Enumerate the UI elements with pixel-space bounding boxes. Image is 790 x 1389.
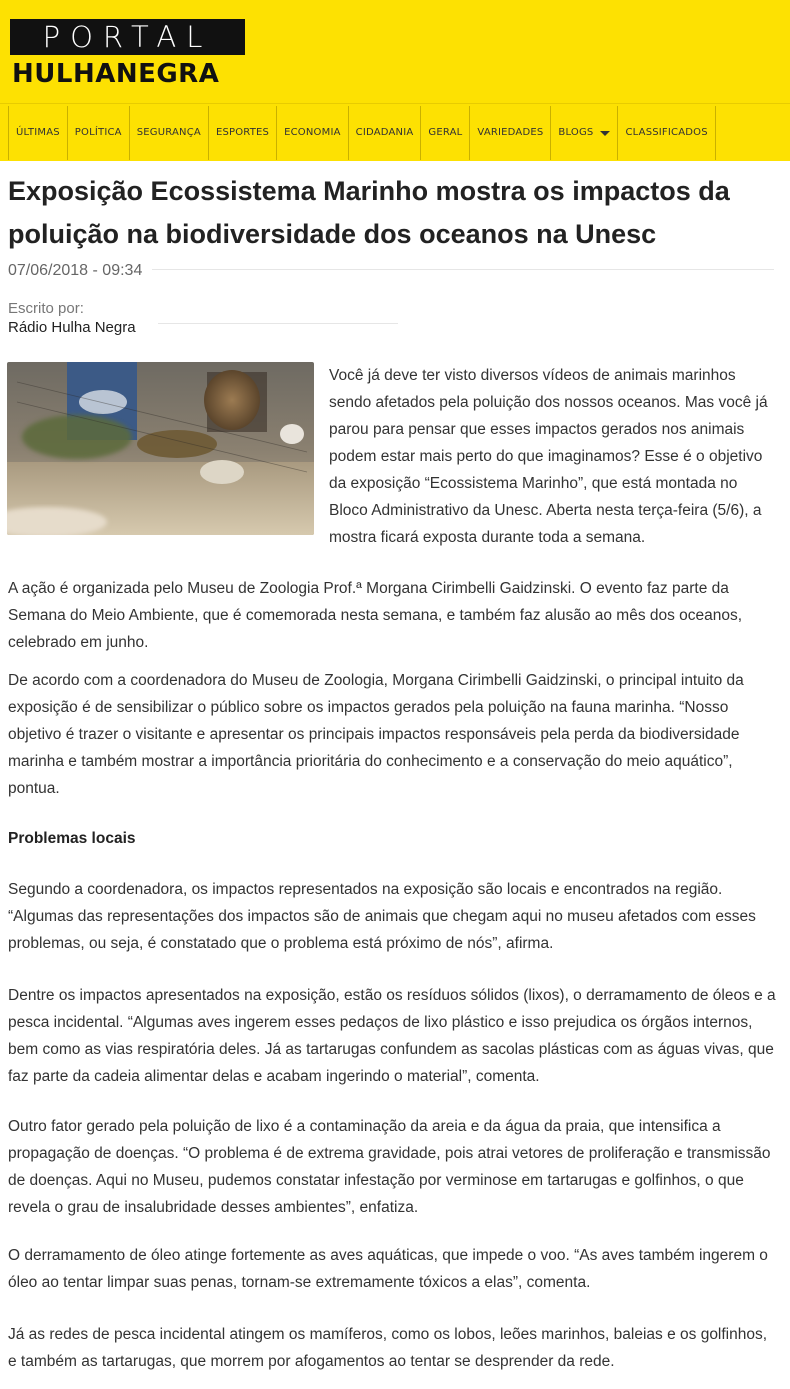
nav-item-esportes[interactable]: ESPORTES (208, 106, 276, 160)
article-paragraph: De acordo com a coordenadora do Museu de Zoologia, Morgana Cirimbelli Gaidzinski, o principal intuito da exposição é de sensibilizar o público sobre os impactos gerados pela poluição na fauna marinha. “Nosso objetivo é trazer o visitante e apresentar os principais impactos responsáveis pela perda da biodiversidade marinha e também mostrar a importância prioritária do conhecimento e a conservação do meio aquático”, pontua. (8, 672, 744, 797)
logo-portal[interactable]: PORTAL (10, 19, 245, 55)
article-date: 07/06/2018 - 09:34 (8, 262, 143, 279)
date-divider (152, 269, 774, 270)
nav-item-politica[interactable]: POLÍTICA (67, 106, 129, 160)
article-paragraph: O derramamento de óleo atinge fortemente as aves aquáticas, que impede o voo. “As aves também ingerem o óleo ao tentar limpar suas penas, tornam-se extremamente tóxicos a elas”, comenta. (8, 1247, 768, 1291)
nav-item-cidadania[interactable]: CIDADANIA (348, 106, 421, 160)
author-divider (158, 323, 398, 324)
article-paragraph: A ação é organizada pelo Museu de Zoologia Prof.ª Morgana Cirimbelli Gaidzinski. O evento faz parte da Semana do Meio Ambiente, que é comemorada nesta semana, e também faz alusão ao mês dos oceanos, celebrado em junho. (8, 580, 743, 651)
author-label: Escrito por: (8, 300, 84, 317)
article-intro: Você já deve ter visto diversos vídeos de animais marinhos sendo afetados pela poluição dos nossos oceanos. Mas você já parou para pensar que esses impactos gerados nos animais podem estar mais perto do que imaginamos? Esse é o objetivo da exposição “Ecossistema Marinho”, que está montada no Bloco Administrativo da Unesc. Aberta nesta terça-feira (5/6), a mostra ficará exposta durante toda a semana. (329, 367, 768, 546)
nav-item-blogs-label: BLOGS (558, 127, 594, 138)
nav-item-seguranca[interactable]: SEGURANÇA (129, 106, 208, 160)
section-heading: Problemas locais (8, 830, 136, 847)
nav-item-geral[interactable]: GERAL (420, 106, 469, 160)
nav-item-classificados[interactable]: CLASSIFICADOS (617, 106, 715, 160)
site-header (0, 0, 790, 103)
article-paragraph: Outro fator gerado pela poluição de lixo é a contaminação da areia e da água da praia, que intensifica a propagação de doenças. “O problema é de extrema gravidade, pois atrai vetores de proliferação e transmissão de doenças. Aqui no Museu, pudemos constatar infestação por verminose em tartarugas e golfinhos, o que revela o grau de insalubridade desses ambientes”, enfatiza. (8, 1118, 771, 1216)
nav-item-variedades[interactable]: VARIEDADES (469, 106, 550, 160)
chevron-down-icon (600, 131, 610, 136)
author-name[interactable]: Rádio Hulha Negra (8, 319, 136, 336)
main-nav (0, 103, 790, 161)
article-paragraph: Dentre os impactos apresentados na exposição, estão os resíduos sólidos (lixos), o derramamento de óleos e a pesca incidental. “Algumas aves ingerem esses pedaços de lixo plástico e isso prejudica os órgãos internos, bem como as vias respiratória deles. Já as tartarugas confundem as sacolas plásticas com as águas vivas, que faz parte da cadeia alimentar delas e acabam ingerindo o material”, comenta. (8, 987, 776, 1085)
article-paragraph: Já as redes de pesca incidental atingem os mamíferos, como os lobos, leões marinhos, baleias e os golfinhos, e também as tartarugas, que morrem por afogamentos ao tentar se desprender da rede. (8, 1326, 768, 1370)
logo-hulhanegra[interactable]: HULHANEGRA (12, 59, 220, 89)
nav-item-economia[interactable]: ECONOMIA (276, 106, 348, 160)
article-title: Exposição Ecossistema Marinho mostra os impactos da poluição na biodiversidade dos oceanos na Unesc (8, 176, 730, 249)
article-paragraph: Segundo a coordenadora, os impactos representados na exposição são locais e encontrados na região. “Algumas das representações dos impactos são de animais que chegam aqui no museu afetados com esses problemas, ou seja, é constatado que o problema está próximo de nós”, afirma. (8, 881, 756, 952)
nav-item-blogs[interactable] (550, 106, 617, 160)
nav-item-ultimas[interactable]: ÚLTIMAS (8, 106, 67, 160)
article-photo[interactable] (7, 362, 314, 535)
